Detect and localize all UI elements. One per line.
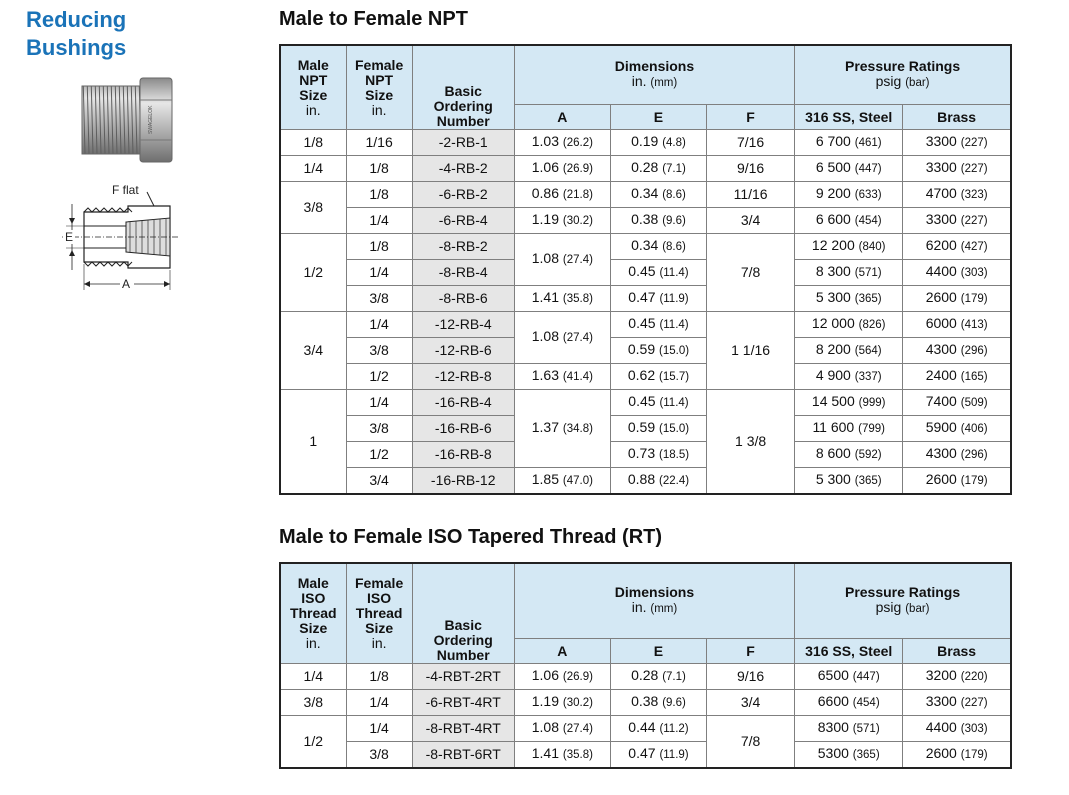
female-size-cell: 3/8 [346,416,412,442]
pressure-brass-cell: 2600 (179) [903,468,1011,495]
dim-e-cell: 0.73 (18.5) [610,442,706,468]
dim-a-cell: 1.85 (47.0) [514,468,610,495]
male-size-cell: 1/4 [280,664,346,690]
dim-e-cell: 0.19 (4.8) [610,130,706,156]
dim-f-cell: 11/16 [707,182,795,208]
pressure-ss-cell: 8 600 (592) [795,442,903,468]
dim-f-cell: 7/8 [707,234,795,312]
npt-table-body [280,130,1011,495]
pressure-ratings-header-iso: Pressure Ratings psig (bar) [795,563,1011,639]
pressure-brass-cell: 5900 (406) [903,416,1011,442]
male-size-cell: 1/4 [280,156,346,182]
female-size-cell: 1/8 [346,156,412,182]
male-size-cell: 3/8 [280,690,346,716]
dim-f-cell: 3/4 [707,690,795,716]
pressure-brass-cell: 4300 (296) [903,442,1011,468]
col-e-header-iso: E [610,639,706,664]
dim-a-cell: 1.03 (26.2) [514,130,610,156]
pressure-ss-cell: 8300 (571) [795,716,903,742]
female-size-cell: 1/4 [346,260,412,286]
table-row [280,664,1011,690]
pressure-ss-cell: 4 900 (337) [795,364,903,390]
dim-a-cell: 1.19 (30.2) [514,690,610,716]
dim-e-cell: 0.47 (11.9) [610,742,706,769]
table-row [280,208,1011,234]
table-row [280,468,1011,495]
dim-a-cell: 1.08 (27.4) [514,312,610,364]
ordering-number-cell: -8-RB-2 [412,234,514,260]
female-size-cell: 1/2 [346,442,412,468]
dim-f-cell: 1 1/16 [707,312,795,390]
ordering-number-cell: -12-RB-6 [412,338,514,364]
ordering-number-cell: -2-RB-1 [412,130,514,156]
photo-marking: SWAGELOK [148,105,154,134]
a-dimension-label: A [122,277,131,291]
dim-a-cell: 1.41 (35.8) [514,742,610,769]
female-size-cell: 1/4 [346,312,412,338]
ordering-number-cell: -4-RB-2 [412,156,514,182]
female-size-cell: 1/4 [346,690,412,716]
table-row [280,260,1011,286]
table-row [280,416,1011,442]
ordering-number-cell: -12-RB-4 [412,312,514,338]
female-size-cell: 3/8 [346,742,412,769]
pressure-ss-cell: 6500 (447) [795,664,903,690]
ordering-number-cell: -16-RB-4 [412,390,514,416]
table-row [280,286,1011,312]
pressure-ss-cell: 5300 (365) [795,742,903,769]
bushing-photo [78,74,178,168]
table-row [280,234,1011,260]
pressure-brass-cell: 3300 (227) [903,130,1011,156]
f-flat-label: F flat [112,183,139,197]
dim-e-cell: 0.44 (11.2) [610,716,706,742]
dim-e-cell: 0.38 (9.6) [610,208,706,234]
pressure-brass-cell: 4700 (323) [903,182,1011,208]
table-row [280,338,1011,364]
dim-a-cell: 1.06 (26.9) [514,664,610,690]
male-size-cell: 1/2 [280,716,346,769]
ordering-number-cell: -8-RB-4 [412,260,514,286]
dim-e-cell: 0.45 (11.4) [610,260,706,286]
bushing-drawing [50,178,190,296]
col-f-header-iso: F [707,639,795,664]
npt-table [279,44,1012,495]
female-size-cell: 1/8 [346,234,412,260]
pressure-ss-cell: 5 300 (365) [795,286,903,312]
dim-e-cell: 0.38 (9.6) [610,690,706,716]
pressure-brass-cell: 3300 (227) [903,208,1011,234]
side-title [26,6,126,62]
dim-e-cell: 0.45 (11.4) [610,312,706,338]
dim-e-cell: 0.59 (15.0) [610,338,706,364]
pressure-brass-cell: 2600 (179) [903,286,1011,312]
male-size-cell: 1/8 [280,130,346,156]
female-iso-header: Female ISO Thread Size in. [346,563,412,664]
female-size-cell: 3/8 [346,286,412,312]
dim-f-cell: 7/16 [707,130,795,156]
dim-f-cell: 9/16 [707,664,795,690]
table-row [280,690,1011,716]
dim-a-cell: 1.37 (34.8) [514,390,610,468]
ordering-number-cell: -12-RB-8 [412,364,514,390]
pressure-ratings-header: Pressure Ratings psig (bar) [795,45,1011,105]
ordering-number-cell: -16-RB-8 [412,442,514,468]
dim-a-cell: 1.63 (41.4) [514,364,610,390]
ordering-number-cell: -16-RB-6 [412,416,514,442]
col-ss-header-iso: 316 SS, Steel [795,639,903,664]
pressure-brass-cell: 3200 (220) [903,664,1011,690]
ordering-number-cell: -8-RBT-6RT [412,742,514,769]
col-e-header: E [610,105,706,130]
dim-e-cell: 0.47 (11.9) [610,286,706,312]
pressure-brass-cell: 4400 (303) [903,260,1011,286]
pressure-ss-cell: 6600 (454) [795,690,903,716]
pressure-brass-cell: 2400 (165) [903,364,1011,390]
pressure-ss-cell: 12 000 (826) [795,312,903,338]
pressure-brass-cell: 3300 (227) [903,156,1011,182]
pressure-ss-cell: 6 500 (447) [795,156,903,182]
ordering-number-cell: -16-RB-12 [412,468,514,495]
female-size-cell: 1/4 [346,716,412,742]
ordering-number-header: Basic Ordering Number [412,45,514,130]
pressure-ss-cell: 6 700 (461) [795,130,903,156]
pressure-brass-cell: 4400 (303) [903,716,1011,742]
col-a-header: A [514,105,610,130]
dimensions-header: Dimensions in. (mm) [514,45,794,105]
iso-table-title: Male to Female ISO Tapered Thread (RT) [279,526,663,548]
pressure-ss-cell: 5 300 (365) [795,468,903,495]
dim-a-cell: 1.06 (26.9) [514,156,610,182]
male-size-cell: 3/4 [280,312,346,390]
ordering-number-cell: -6-RB-2 [412,182,514,208]
table-row [280,442,1011,468]
iso-table [279,562,1012,769]
table-row [280,742,1011,769]
dim-a-cell: 1.41 (35.8) [514,286,610,312]
table-row [280,390,1011,416]
pressure-brass-cell: 4300 (296) [903,338,1011,364]
female-size-cell: 1/2 [346,364,412,390]
pressure-ss-cell: 8 300 (571) [795,260,903,286]
female-size-cell: 1/16 [346,130,412,156]
dimensions-header-iso: Dimensions in. (mm) [514,563,794,639]
dim-e-cell: 0.88 (22.4) [610,468,706,495]
pressure-brass-cell: 3300 (227) [903,690,1011,716]
pressure-brass-cell: 6000 (413) [903,312,1011,338]
col-brass-header-iso: Brass [903,639,1011,664]
side-title-line1: Reducing [26,7,127,32]
female-size-cell: 1/4 [346,390,412,416]
pressure-ss-cell: 14 500 (999) [795,390,903,416]
ordering-number-cell: -4-RBT-2RT [412,664,514,690]
ordering-number-cell: -8-RB-6 [412,286,514,312]
dim-a-cell: 0.86 (21.8) [514,182,610,208]
dim-e-cell: 0.62 (15.7) [610,364,706,390]
dim-f-cell: 3/4 [707,208,795,234]
dim-e-cell: 0.28 (7.1) [610,156,706,182]
female-size-cell: 1/8 [346,182,412,208]
dim-a-cell: 1.08 (27.4) [514,234,610,286]
col-brass-header: Brass [903,105,1011,130]
female-size-cell: 1/8 [346,664,412,690]
col-a-header-iso: A [514,639,610,664]
table-row [280,312,1011,338]
pressure-ss-cell: 6 600 (454) [795,208,903,234]
col-ss-header: 316 SS, Steel [795,105,903,130]
dim-a-cell: 1.08 (27.4) [514,716,610,742]
dim-a-cell: 1.19 (30.2) [514,208,610,234]
pressure-ss-cell: 12 200 (840) [795,234,903,260]
table-row [280,716,1011,742]
ordering-number-cell: -6-RBT-4RT [412,690,514,716]
npt-table-title: Male to Female NPT [279,8,468,30]
pressure-ss-cell: 9 200 (633) [795,182,903,208]
male-npt-header: Male NPT Size in. [280,45,346,130]
female-size-cell: 3/8 [346,338,412,364]
pressure-brass-cell: 7400 (509) [903,390,1011,416]
ordering-number-cell: -8-RBT-4RT [412,716,514,742]
side-title-line2: Bushings [26,35,127,60]
pressure-ss-cell: 11 600 (799) [795,416,903,442]
male-size-cell: 3/8 [280,182,346,234]
male-size-cell: 1/2 [280,234,346,312]
pressure-ss-cell: 8 200 (564) [795,338,903,364]
iso-table-body [280,664,1011,769]
table-row [280,364,1011,390]
dim-f-cell: 7/8 [707,716,795,769]
pressure-brass-cell: 2600 (179) [903,742,1011,769]
ordering-number-header-iso: Basic Ordering Number [412,563,514,664]
dim-e-cell: 0.28 (7.1) [610,664,706,690]
pressure-brass-cell: 6200 (427) [903,234,1011,260]
dim-e-cell: 0.34 (8.6) [610,182,706,208]
female-size-cell: 1/4 [346,208,412,234]
male-size-cell: 1 [280,390,346,495]
table-row [280,182,1011,208]
col-f-header: F [707,105,795,130]
dim-e-cell: 0.34 (8.6) [610,234,706,260]
dim-f-cell: 1 3/8 [707,390,795,495]
ordering-number-cell: -6-RB-4 [412,208,514,234]
table-row [280,156,1011,182]
dim-e-cell: 0.59 (15.0) [610,416,706,442]
female-npt-header: Female NPT Size in. [346,45,412,130]
female-size-cell: 3/4 [346,468,412,495]
dim-e-cell: 0.45 (11.4) [610,390,706,416]
dim-f-cell: 9/16 [707,156,795,182]
e-dimension-label: E [65,230,74,244]
table-row [280,130,1011,156]
male-iso-header: Male ISO Thread Size in. [280,563,346,664]
